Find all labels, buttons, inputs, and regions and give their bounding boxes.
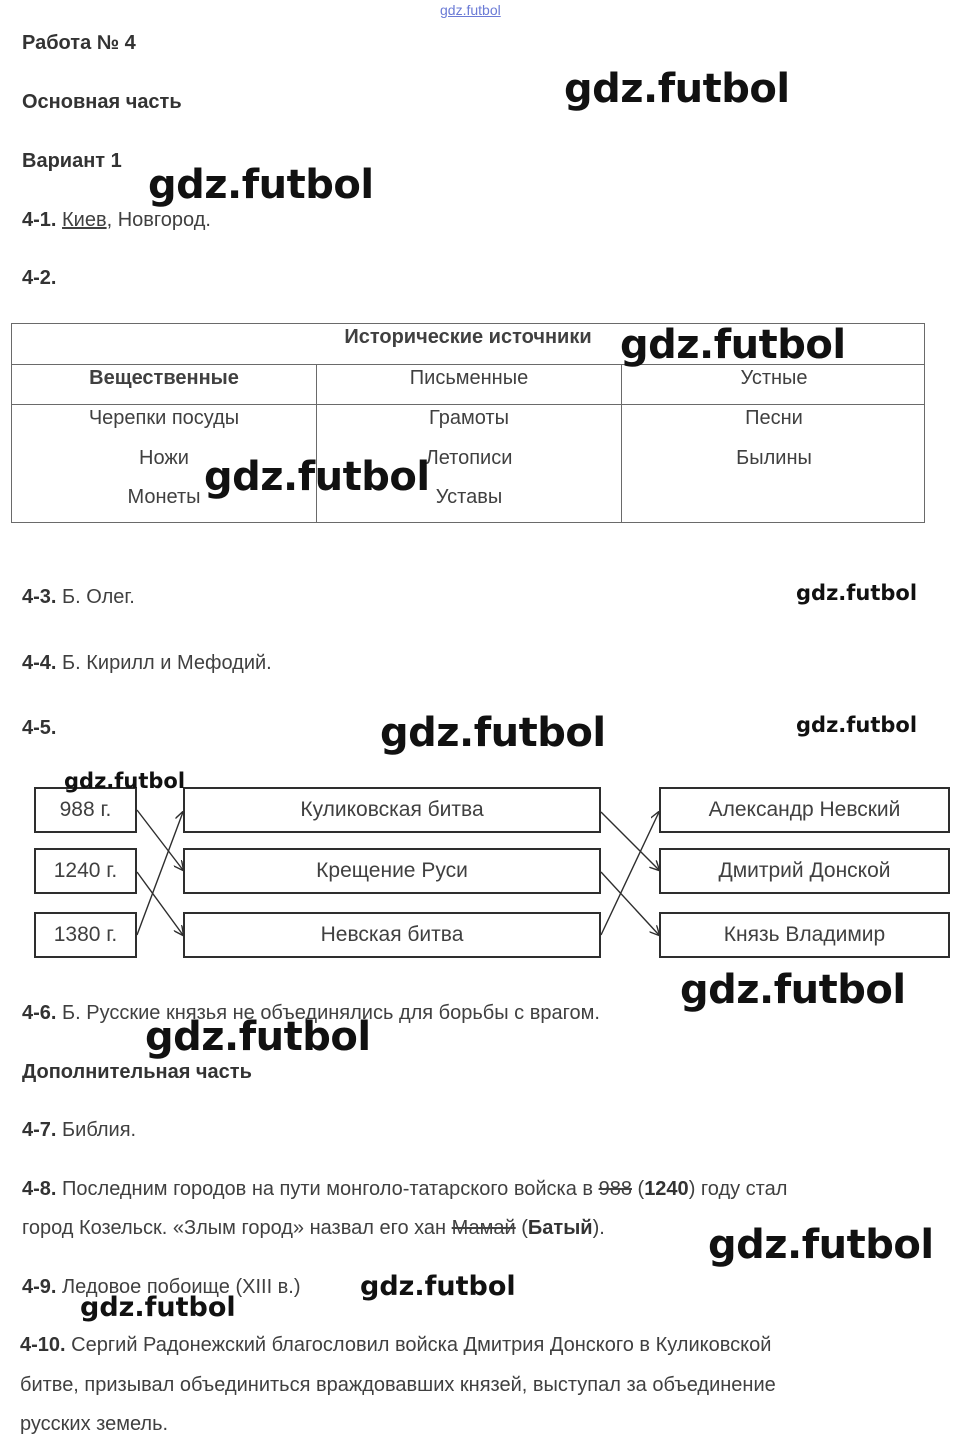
question-4-10-line2: битве, призывал объединиться враждовавших князей, выступал за объединение bbox=[20, 1374, 776, 1396]
person-box: Дмитрий Донской bbox=[659, 848, 950, 894]
watermark: gdz.futbol bbox=[620, 322, 846, 368]
watermark: gdz.futbol bbox=[64, 769, 186, 793]
person-box: Александр Невский bbox=[659, 787, 950, 833]
question-number: 4-4. bbox=[22, 652, 57, 674]
answer-text: город Козельск. «Злым город» назвал его хан bbox=[22, 1217, 452, 1239]
watermark: gdz.futbol bbox=[680, 967, 906, 1013]
question-number: 4-9. bbox=[22, 1276, 57, 1298]
table-cell: Грамоты bbox=[429, 407, 509, 429]
event-box: Крещение Руси bbox=[183, 848, 601, 894]
answer-text: Сергий Радонежский благословил войска Дмитрия Донского в Куликовской bbox=[71, 1334, 772, 1356]
column-header-material: Вещественные bbox=[89, 367, 239, 389]
event-box: Куликовская битва bbox=[183, 787, 601, 833]
date-box: 988 г. bbox=[34, 787, 137, 833]
answer: Б. Олег. bbox=[62, 586, 135, 608]
question-number: 4-1. bbox=[22, 209, 57, 231]
date-box: 1240 г. bbox=[34, 848, 137, 894]
struck-khan: Мамай bbox=[451, 1217, 516, 1239]
question-4-2-number: 4-2. bbox=[22, 267, 57, 289]
date-box: 1380 г. bbox=[34, 912, 137, 958]
main-part-heading: Основная часть bbox=[22, 91, 182, 113]
question-4-10-line1 bbox=[20, 1333, 771, 1357]
table-cell: Песни bbox=[745, 407, 803, 429]
answer-text: ( bbox=[515, 1217, 528, 1239]
question-4-7 bbox=[22, 1118, 136, 1142]
watermark: gdz.futbol bbox=[708, 1222, 934, 1268]
column-header-oral: Устные bbox=[740, 367, 808, 389]
answer: Б. Кирилл и Мефодий. bbox=[62, 652, 272, 674]
question-4-5-number: 4-5. bbox=[22, 717, 57, 739]
question-4-8-line2 bbox=[22, 1216, 605, 1240]
watermark: gdz.futbol bbox=[145, 1014, 371, 1060]
question-number: 4-6. bbox=[22, 1002, 57, 1024]
extra-part-heading: Дополнительная часть bbox=[22, 1061, 252, 1083]
question-number: 4-7. bbox=[22, 1119, 57, 1141]
question-4-10-line3: русских земель. bbox=[20, 1413, 169, 1435]
answer-text: Последним городов на пути монголо-татарского войска в bbox=[62, 1178, 599, 1200]
answer-rest: , Новгород. bbox=[106, 209, 211, 231]
table-cell: Черепки посуды bbox=[88, 407, 240, 429]
watermark: gdz.futbol bbox=[796, 713, 918, 737]
question-4-8-line1 bbox=[22, 1177, 787, 1201]
line-kulikovo-to-donskoy bbox=[601, 812, 659, 870]
answer-text: ( bbox=[631, 1178, 645, 1200]
question-number: 4-8. bbox=[22, 1178, 57, 1200]
variant-heading: Вариант 1 bbox=[22, 150, 122, 172]
line-988-to-baptism bbox=[137, 810, 183, 870]
watermark: gdz.futbol bbox=[204, 454, 430, 500]
table-cell: Былины bbox=[736, 447, 812, 469]
answer-text: ). bbox=[592, 1217, 605, 1239]
answer: Ледовое побоище (XIII в.) bbox=[62, 1276, 301, 1298]
watermark: gdz.futbol bbox=[564, 66, 790, 112]
line-1380-to-kulikovo bbox=[137, 812, 183, 935]
watermark: gdz.futbol bbox=[80, 1292, 236, 1323]
line-neva-to-nevsky bbox=[601, 812, 659, 935]
line-1240-to-neva bbox=[137, 872, 183, 935]
question-number: 4-3. bbox=[22, 586, 57, 608]
watermark: gdz.futbol bbox=[796, 581, 918, 605]
answer: Б. Русские князья не объединялись для борьбы с врагом. bbox=[62, 1002, 600, 1024]
answer-city-kiev: Киев bbox=[62, 209, 107, 231]
watermark: gdz.futbol bbox=[148, 162, 374, 208]
watermark-top[interactable]: gdz.futbol bbox=[440, 2, 501, 18]
watermark: gdz.futbol bbox=[360, 1271, 516, 1302]
question-number: 4-10. bbox=[20, 1334, 66, 1356]
table-cell: Уставы bbox=[435, 486, 503, 508]
answer-text: ) году стал bbox=[688, 1178, 788, 1200]
table-title: Исторические источники bbox=[344, 326, 592, 348]
work-title: Работа № 4 bbox=[22, 32, 136, 54]
answer: Библия. bbox=[62, 1119, 137, 1141]
event-box: Невская битва bbox=[183, 912, 601, 958]
struck-year: 988 bbox=[598, 1178, 632, 1200]
table-cell: Летописи bbox=[425, 447, 513, 469]
line-baptism-to-vladimir bbox=[601, 872, 659, 935]
correct-khan: Батый bbox=[527, 1217, 593, 1239]
person-box: Князь Владимир bbox=[659, 912, 950, 958]
table-cell: Ножи bbox=[139, 447, 189, 469]
watermark: gdz.futbol bbox=[380, 710, 606, 756]
table-cell: Монеты bbox=[127, 486, 201, 508]
column-header-written: Письменные bbox=[409, 367, 529, 389]
correct-year: 1240 bbox=[644, 1178, 689, 1200]
